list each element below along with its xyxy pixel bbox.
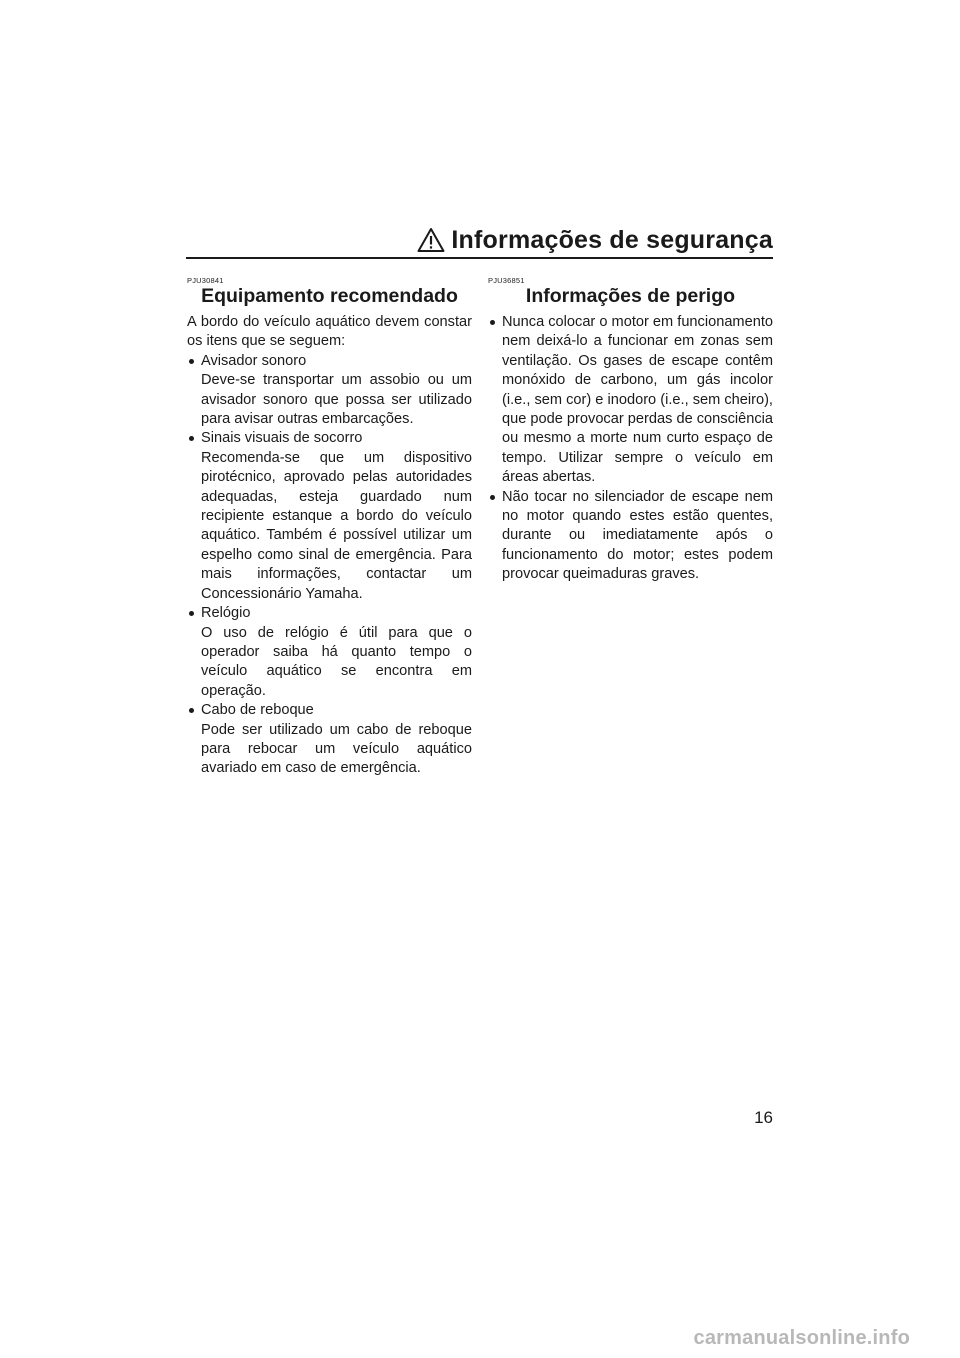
item-name: Avisador sonoro <box>201 352 307 369</box>
equipment-list <box>187 352 472 779</box>
item-name: Cabo de reboque <box>201 702 314 719</box>
item-name: Relógio <box>201 605 251 622</box>
page-header <box>186 224 773 259</box>
warning-triangle-icon <box>417 227 445 253</box>
list-item <box>187 701 472 779</box>
list-item <box>187 429 472 604</box>
item-name: Sinais visuais de socorro <box>201 430 363 447</box>
danger-list <box>488 313 773 585</box>
item-text: O uso de relógio é útil para que o operador saiba há quanto tempo o veículo aquático se encontra em operação. <box>201 624 472 699</box>
footer-watermark: carmanualsonline.info <box>693 1327 910 1349</box>
list-item <box>187 352 472 430</box>
page-number: 16 <box>754 1108 773 1127</box>
section-recommended-equipment <box>187 276 472 779</box>
list-item: Não tocar no silenciador de escape nem no motor quando estes estão quentes, durante ou imediatamente após o funcionamento do motor; estes podem provocar queimaduras graves. <box>488 488 773 585</box>
section-code: PJU36851 <box>488 276 525 285</box>
section-title: Informações de perigo <box>525 285 736 307</box>
section-intro: A bordo do veículo aquático devem constar os itens que se seguem: <box>187 314 472 350</box>
item-text: Recomenda-se que um dispositivo pirotécnico, aprovado pelas autoridades adequadas, esteja guardado num recipiente estanque a bordo do veículo aquático. Também é possível utilizar um espelho como sinal de emergência. Para mais informações, contactar um Concessionário Yamaha. <box>201 449 472 602</box>
list-item: Nunca colocar o motor em funcionamento nem deixá-lo a funcionar em zonas sem ventilação. Os gases de escape contêm monóxido de carbono, um gás incolor (i.e., sem cor) e inodoro (i.e., sem cheiro), que pode provocar perdas de consciência ou mesmo a morte num curto espaço de tempo. Utilizar sempre o veículo em áreas abertas. <box>488 313 773 488</box>
section-code: PJU30841 <box>187 276 224 285</box>
list-item <box>187 604 472 701</box>
item-text: Pode ser utilizado um cabo de reboque para rebocar um veículo aquático avariado em caso de emergência. <box>201 721 472 777</box>
section-danger-information <box>488 276 773 585</box>
section-title: Equipamento recomendado <box>201 285 458 307</box>
page-title: Informações de segurança <box>451 226 773 254</box>
item-text: Deve-se transportar um assobio ou um avisador sonoro que possa ser utilizado para avisar outras embarcações. <box>201 372 472 428</box>
